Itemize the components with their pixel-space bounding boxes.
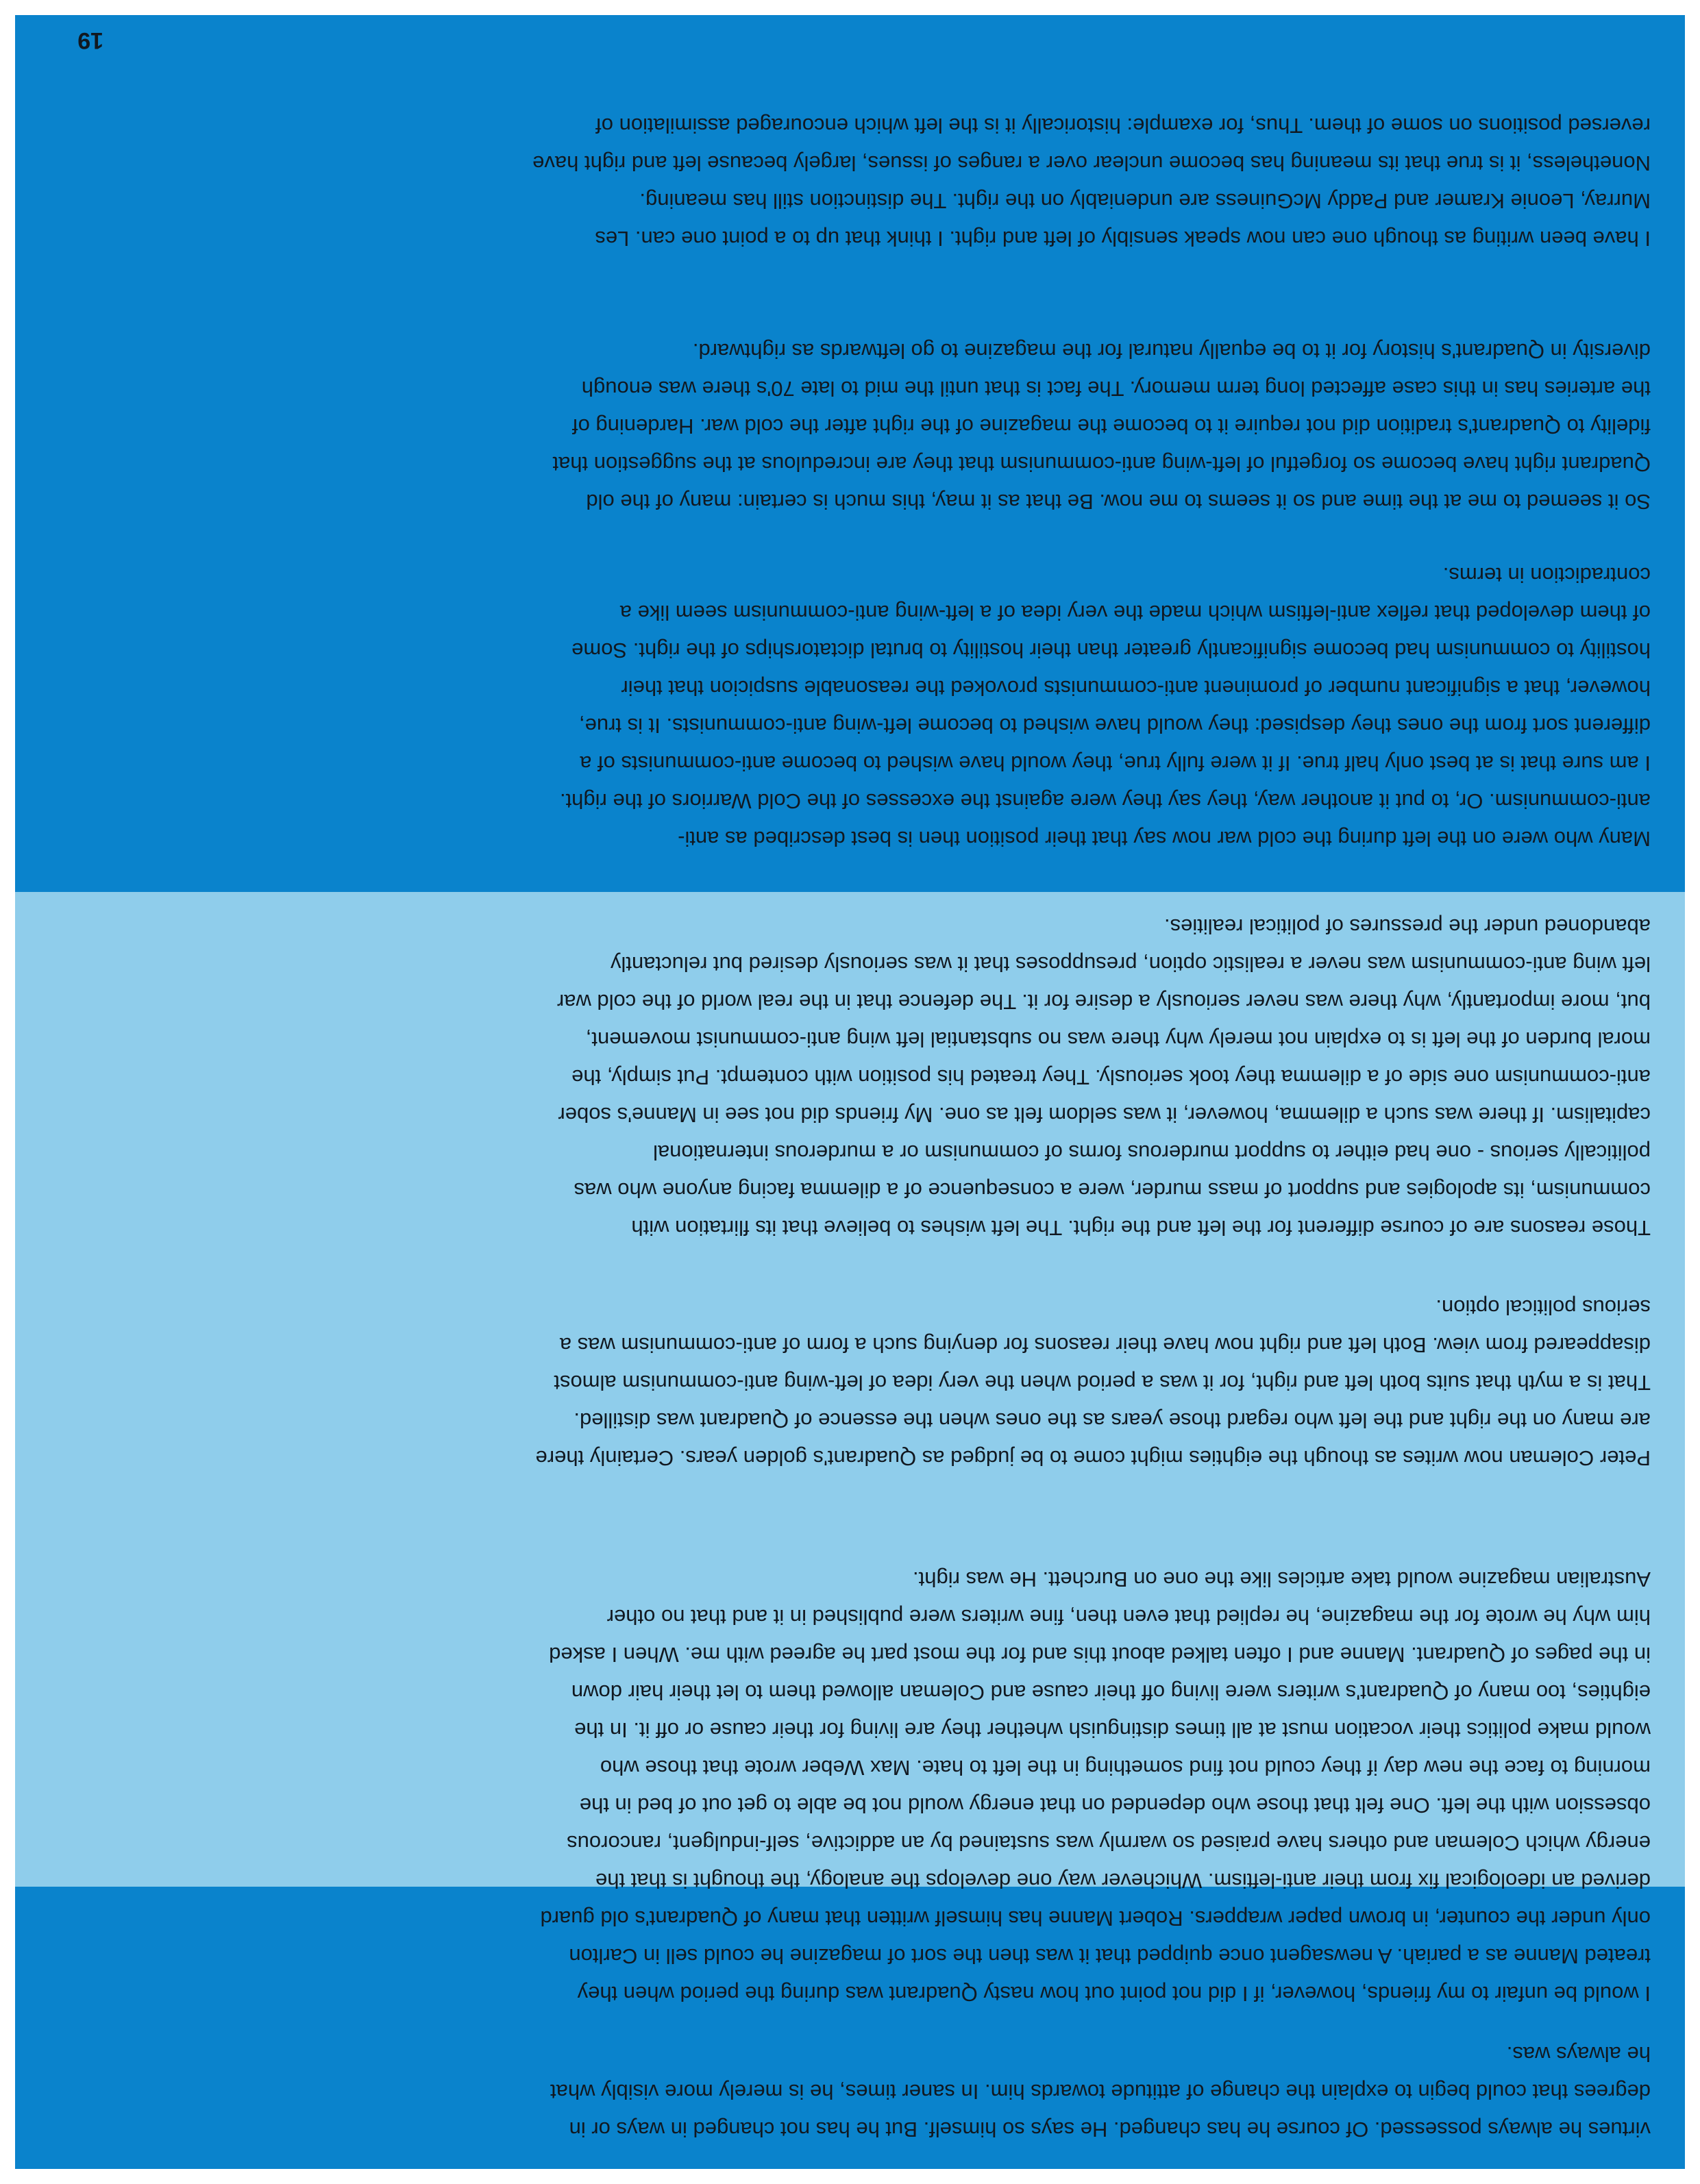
page-number: 19 <box>77 27 103 53</box>
paragraph-old-quadrant-right: So it seemed to me at the time and so it seems to me now. Be that as it may, this much is certain: many of the old Quadrant right have become so forgetful of left-wing anti-communism that they are incredulous at the suggestion that fidelity to Quadrant's tradition did not require it to become the magazine of the right after the cold war. Hardening of the arteries has in this case affected long term memory. The fact is that until the mid to late 70's there was enough diversity in Quadrant's history for it to be equally natural for the magazine to go leftwards as rightward. <box>552 339 1651 514</box>
paragraph-golden-years: Peter Coleman now writes as though the eighties might come to be judged as Quadrant's golden years. Certainly there are many on the right and the left who regard those years as the ones when the essence of Quadrant was distilled. That is a myth that suits both left and right, for it was a period when the very idea of left-wing anti-communism almost disappeared from view. Both left and right now have their reasons for denying such a form of anti-communism was a serious political option. <box>535 1295 1651 1470</box>
paragraph-quadrant-nastiness: I would be unfair to my friends, however, if I did not point out how nasty Quadrant was during the period when they treated Manne as a pariah. A newsagent once quipped that it was then the sort of magazine he could sell in Carlton only under the counter, in brown paper wrappers. Robert Manne has himself written that many of Quadrant's old guard derived an ideological fix from their anti-leftism. Whichever way one develops the analogy, the thought is that the energy which Coleman and others have praised so warmly was sustained by an addictive, self-indulgent, rancorous obsession with the left. One felt that those who depended on that energy would not be able to get out of bed in the morning to face the new day if they could not find something in the left to hate. Max Weber wrote that those who would make politics their vocation must at all times distinguish whether they are living for their cause or off it. In the eighties, too many of Quadrant's writers were living off their cause and Coleman allowed them to let their hair down in the pages of Quadrant. Manne and I often talked about this and for the most part he agreed with me. When I asked him why he wrote for the magazine, he replied that even then, fine writers were published in it and that no other Australian magazine would take articles like the one on Burchett. He was right. <box>540 1567 1651 2006</box>
paragraph-continued-virtues: virtues he always possessed. Of course he has changed. He says so himself. But he has not changed in ways or in degrees that could begin to explain the change of attitude towards him. In saner times, he is merely more visibly what he always was. <box>550 2042 1651 2142</box>
paragraph-anti-anti-communism: Many who were on the left during the cold war now say that their position then is best described as anti- anti-communism. Or, to put it another way, they say they were against the excesses of the Cold Warriors of the right. I am sure that is at best only half true. If it were fully true, they would have wished to become anti-communists of a different sort from the ones they despised: they would have wished to become left-wing anti-communists. It is true, however, that a significant number of prominent anti-communists provoked the reasonable suspicion that their hostility to communism had become significantly greater than their hostility to brutal dictatorships of the right. Some of them developed that reflex anti-leftism which made the very idea of a left-wing anti-communism seem like a contradiction in terms. <box>559 563 1651 851</box>
paragraph-left-and-right-reasons: Those reasons are of course different for the left and the right. The left wishes to believe that its flirtation with communism, its apologies and support of mass murder, were a consequence of a dilemma facing anyone who was politically serious - one had either to support murderous forms of communism or a murderous international capitalism. If there was such a dilemma, however, it was seldom felt as one. My friends did not see in Manne's sober anti-communism one side of a dilemma they took seriously. They treated his position with contempt. Put simply, the moral burden of the left is to explain not merely why there was no substantial left wing anti-communist movement, but, more importantly, why there was never seriously a desire for it. The defence that in the real world of the cold war left wing anti-communism was never a realistic option, presupposes that it was seriously desired but reluctantly abandoned under the pressures of political realities. <box>556 915 1651 1240</box>
paragraph-left-right-meaning: I have been writing as though one can now speak sensibly of left and right. I think that up to a point one can. Les Murray, Leonie Kramer and Paddy McGuiness are undeniably on the right. The distinction still has meaning. Nonetheless, it is true that its meaning has become unclear over a ranges of issues, largely because left and right have reversed positions on some of them. Thus, for example: historically it is the left which encouraged assimilation of <box>532 114 1651 251</box>
